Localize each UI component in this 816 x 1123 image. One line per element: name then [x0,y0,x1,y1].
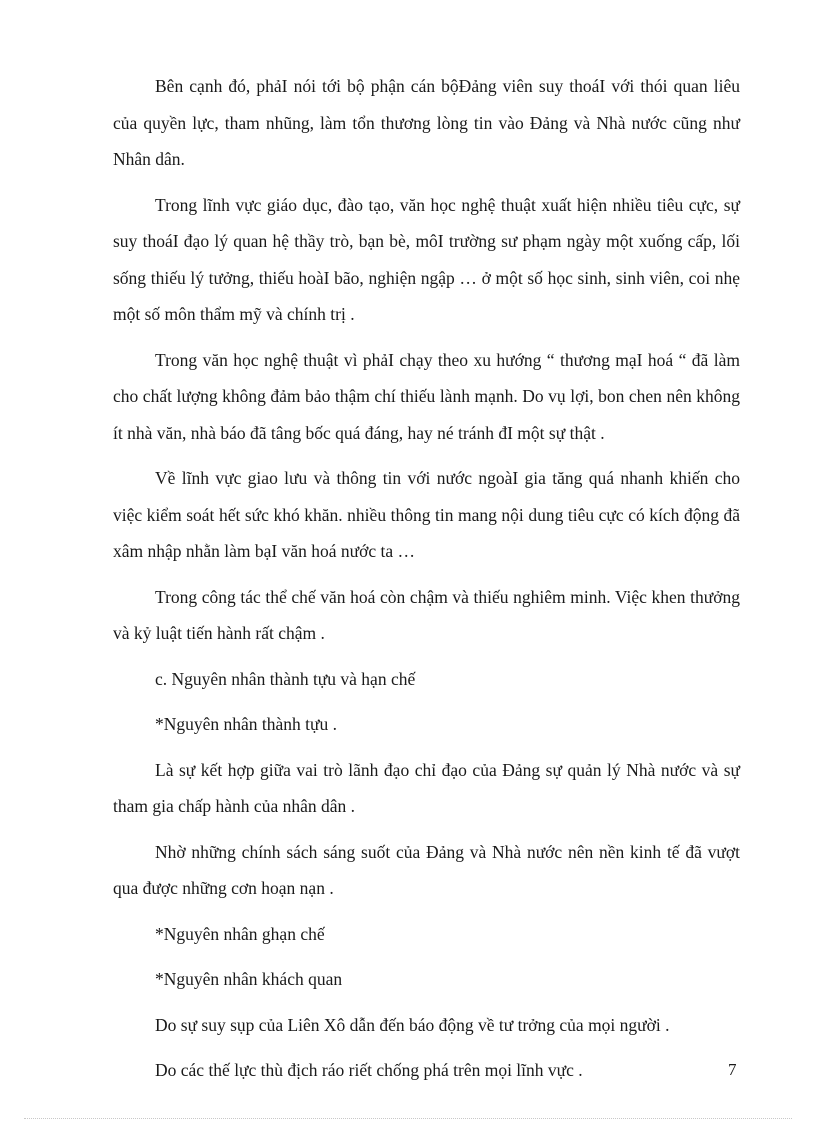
page-number: 7 [728,1060,737,1079]
subheading-causes-of-success: *Nguyên nhân thành tựu . [155,714,338,734]
paragraph-education: Trong lĩnh vực giáo dục, đào tạo, văn học nghệ thuật xuất hiện nhiều tiêu cực, sự suy thoáI đạo lý quan hệ thầy trò, bạn bè, môI trường sư phạm ngày một xuống cấp, lối sống thiếu lý tưởng, thiếu hoàI bão, nghiện ngập … ở một số học sinh, sinh viên, coi nhẹ một số môn thẩm mỹ và chính trị . [113,194,740,324]
paragraph-party-degradation: Bên cạnh đó, phảI nói tới bộ phận cán bộĐảng viên suy thoáI với thói quan liêu của quyền lực, tham nhũng, làm tổn thương lòng tin vào Đảng và Nhà nước cũng như Nhân dân. [113,76,740,169]
paragraph-cultural-institutions: Trong công tác thể chế văn hoá còn chậm và thiếu nghiêm minh. Việc khen thưởng và kỷ luật tiến hành rất chậm . [113,586,740,643]
paragraph-leadership-combination: Là sự kết hợp giữa vai trò lãnh đạo chỉ đạo của Đảng sự quản lý Nhà nước và sự tham gia chấp hành của nhân dân . [113,759,740,816]
subheading-objective-causes: *Nguyên nhân khách quan [155,969,343,989]
paragraph-policies: Nhờ những chính sách sáng suốt của Đảng và Nhà nước nên nền kinh tế đã vượt qua được những cơn hoạn nạn . [113,841,740,898]
paragraph-literature-art: Trong văn học nghệ thuật vì phảI chạy theo xu hướng “ thương mạI hoá “ đã làm cho chất lượng không đảm bảo thậm chí thiếu lành mạnh. Do vụ lợi, bon chen nên không ít nhà văn, nhà báo đã tâng bốc quá đáng, hay né tránh đI một sự thật . [113,349,740,443]
paragraph-soviet-collapse: Do sự suy sụp của Liên Xô dẫn đến báo động về tư trởng của mọi người . [155,1014,670,1035]
paragraph-hostile-forces: Do các thế lực thù địch ráo riết chống phá trên mọi lĩnh vực . [155,1060,583,1080]
paragraph-foreign-exchange: Về lĩnh vực giao lưu và thông tin với nước ngoàI gia tăng quá nhanh khiến cho việc kiểm soát hết sức khó khăn. nhiều thông tin mang nội dung tiêu cực có kích động đã xâm nhập nhằn làm bạI văn hoá nước ta … [113,468,740,561]
section-heading-causes: c. Nguyên nhân thành tựu và hạn chế [155,668,416,689]
page-body [113,68,740,1089]
page-bottom-divider [24,1118,792,1119]
subheading-causes-of-limitations: *Nguyên nhân ghạn chế [155,923,325,944]
